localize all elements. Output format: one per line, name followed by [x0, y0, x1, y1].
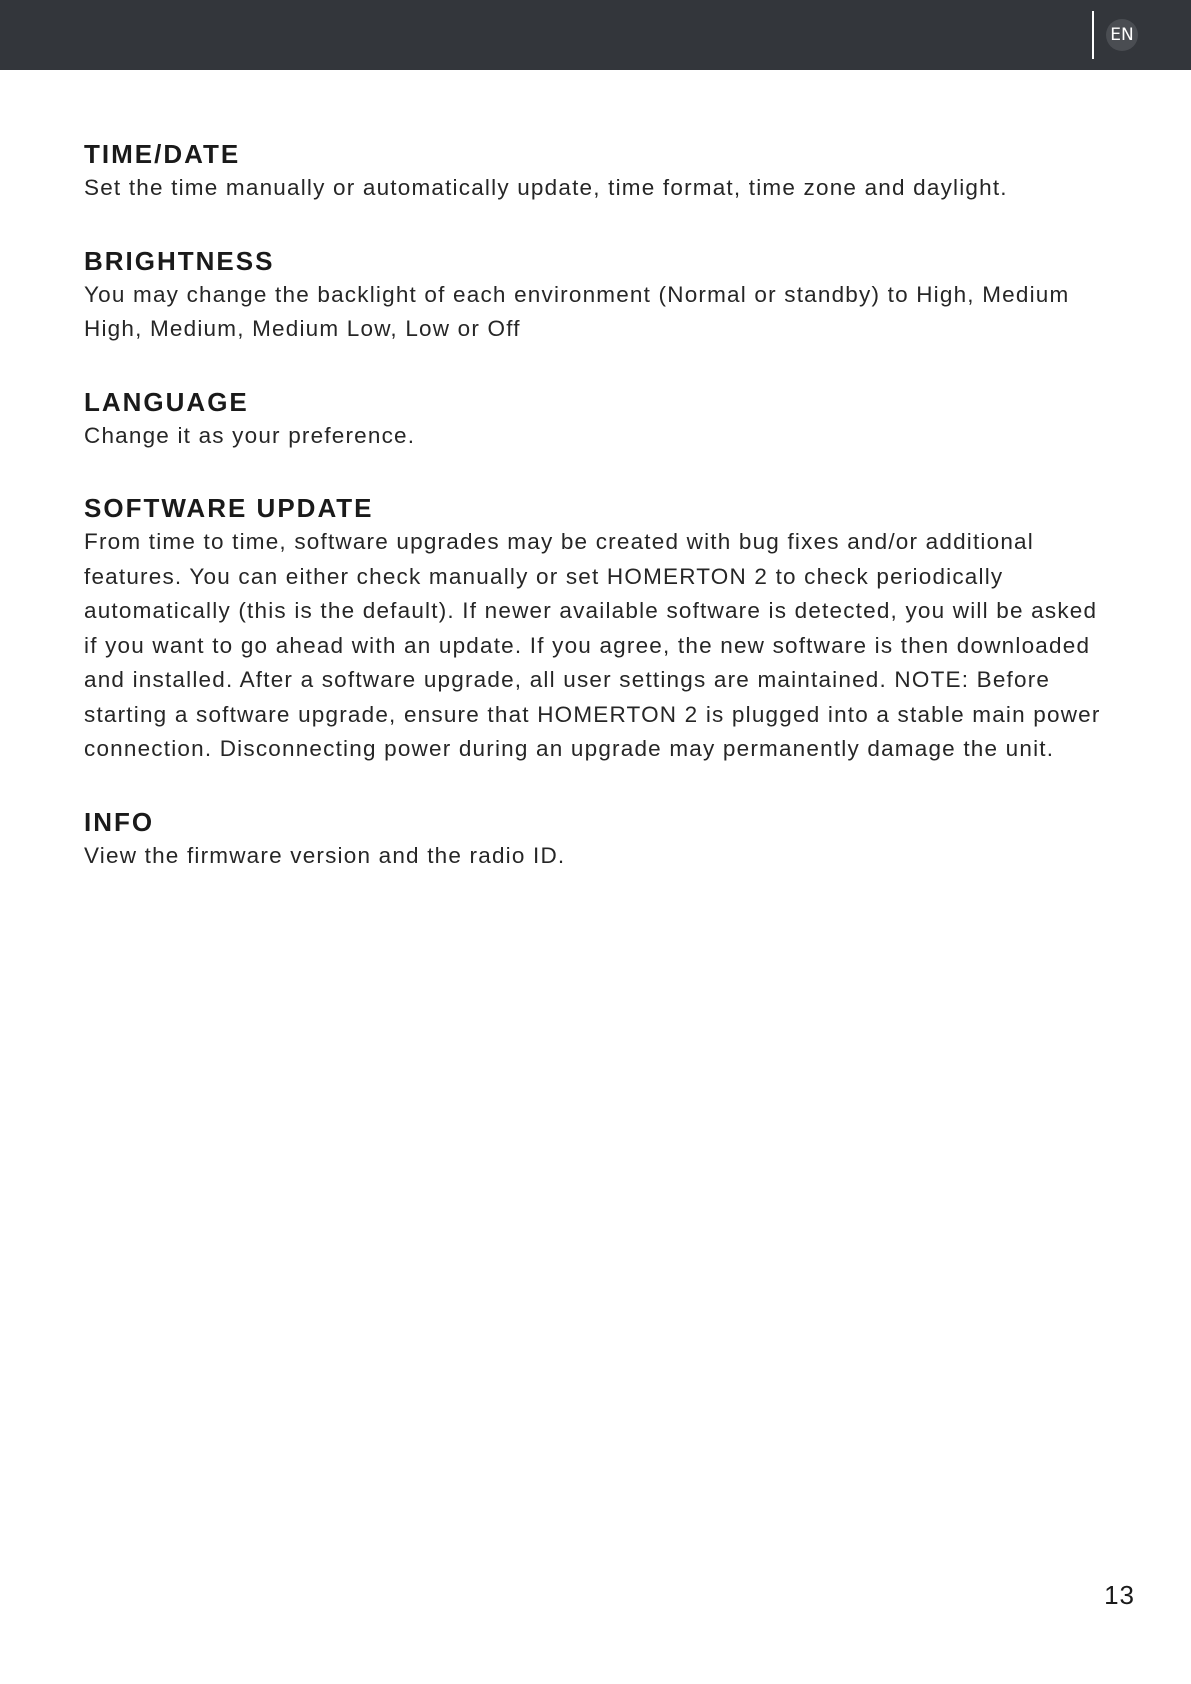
- section-body: You may change the backlight of each environment (Normal or standby) to High, Medium High, Medium, Medium Low, Low or Off: [84, 281, 1070, 341]
- section-title: LANGUAGE: [84, 386, 249, 417]
- section-title: INFO: [84, 806, 155, 837]
- section-software-update: [84, 491, 1114, 767]
- manual-content: [84, 137, 1114, 911]
- header-divider: [1092, 11, 1094, 59]
- section-title: TIME/DATE: [84, 139, 241, 169]
- section-brightness: [84, 244, 1114, 347]
- header-bar: [0, 0, 1191, 70]
- section-body: Set the time manually or automatically update, time format, time zone and daylight.: [84, 175, 1008, 200]
- section-body: Change it as your preference.: [84, 422, 416, 448]
- section-body: From time to time, software upgrades may be created with bug fixes and/or additional features. You can either check manually or set HOMERTON 2 to check periodically automatically (this is the default). If newer available software is detected, you will be asked if you want to go ahead with an update. If you agree, the new software is then downloaded and installed. After a software upgrade, all user settings are maintained. NOTE: Before starting a software upgrade, ensure that HOMERTON 2 is plugged into a stable main power connection. Disconnecting power during an upgrade may permanently damage the unit.: [84, 529, 1101, 761]
- section-body: View the firmware version and the radio ID.: [84, 842, 566, 868]
- section-info: [84, 805, 1114, 874]
- language-badge: EN: [1106, 19, 1138, 51]
- page-number: 13: [1104, 1580, 1135, 1610]
- section-title: BRIGHTNESS: [84, 245, 275, 276]
- section-language: [84, 385, 1114, 454]
- section-title: SOFTWARE UPDATE: [84, 493, 374, 523]
- section-time-date: [84, 137, 1114, 206]
